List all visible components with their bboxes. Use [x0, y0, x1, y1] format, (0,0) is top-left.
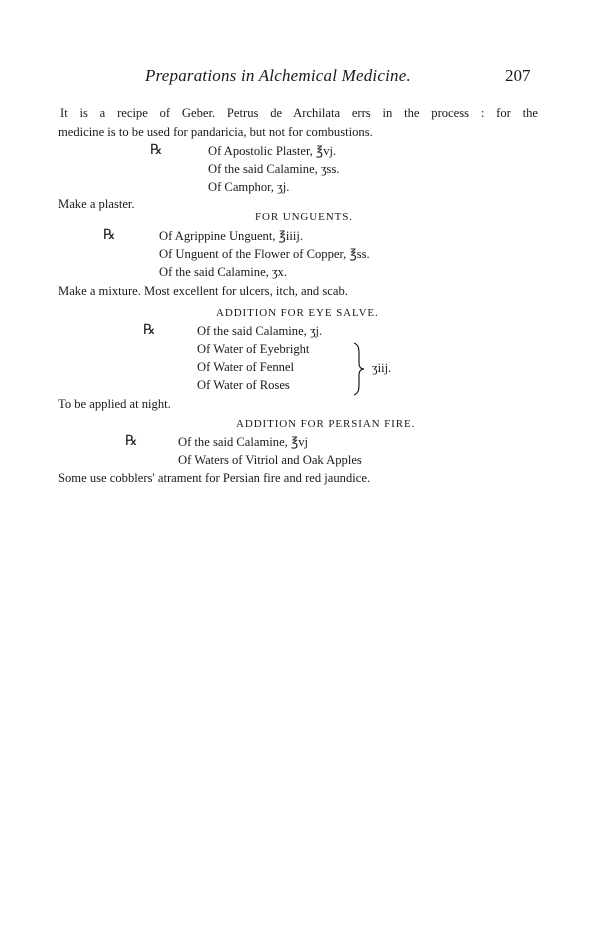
recipe-ingredient: Of Apostolic Plaster, ℥vj.: [208, 144, 337, 158]
recipe-ingredient: Of Water of Eyebright: [197, 342, 310, 356]
combined-amount: ʒiij.: [372, 361, 392, 375]
section-heading: FOR UNGUENTS.: [255, 211, 353, 223]
recipe-symbol: ℞: [150, 143, 163, 158]
recipe-ingredient: Of Water of Roses: [197, 378, 290, 392]
recipe-instruction: To be applied at night.: [58, 397, 171, 411]
section-heading: ADDITION FOR PERSIAN FIRE.: [236, 418, 416, 430]
recipe-instruction: Make a mixture. Most excellent for ulcers, itch, and scab.: [58, 284, 348, 298]
recipe-instruction: Make a plaster.: [58, 197, 135, 211]
recipe-symbol: ℞: [143, 323, 156, 338]
recipe-ingredient: Of Water of Fennel: [197, 360, 295, 374]
recipe-ingredient: Of the said Calamine, ʒj.: [197, 324, 323, 338]
paragraph-line: medicine is to be used for pandaricia, but not for combustions.: [58, 125, 373, 139]
grouping-brace: [352, 341, 366, 397]
running-title: Preparations in Alchemical Medicine.: [145, 66, 411, 85]
page-number: 207: [505, 66, 531, 85]
recipe-ingredient: Of the said Calamine, ʒx.: [159, 265, 287, 279]
paragraph-line: It is a recipe of Geber. Petrus de Archilata errs in the process : for the: [60, 106, 538, 120]
recipe-symbol: ℞: [125, 434, 138, 449]
section-heading: ADDITION FOR EYE SALVE.: [216, 307, 379, 319]
recipe-ingredient: Of the said Calamine, ℥vj: [178, 435, 309, 449]
recipe-ingredient: Of Unguent of the Flower of Copper, ℥ss.: [159, 247, 370, 261]
closing-note: Some use cobblers' atrament for Persian fire and red jaundice.: [58, 471, 371, 485]
recipe-ingredient: Of the said Calamine, ʒss.: [208, 162, 340, 176]
recipe-symbol: ℞: [103, 228, 116, 243]
recipe-ingredient: Of Agrippine Unguent, ℥iiij.: [159, 229, 304, 243]
recipe-ingredient: Of Camphor, ʒj.: [208, 180, 290, 194]
recipe-ingredient: Of Waters of Vitriol and Oak Apples: [178, 453, 362, 467]
